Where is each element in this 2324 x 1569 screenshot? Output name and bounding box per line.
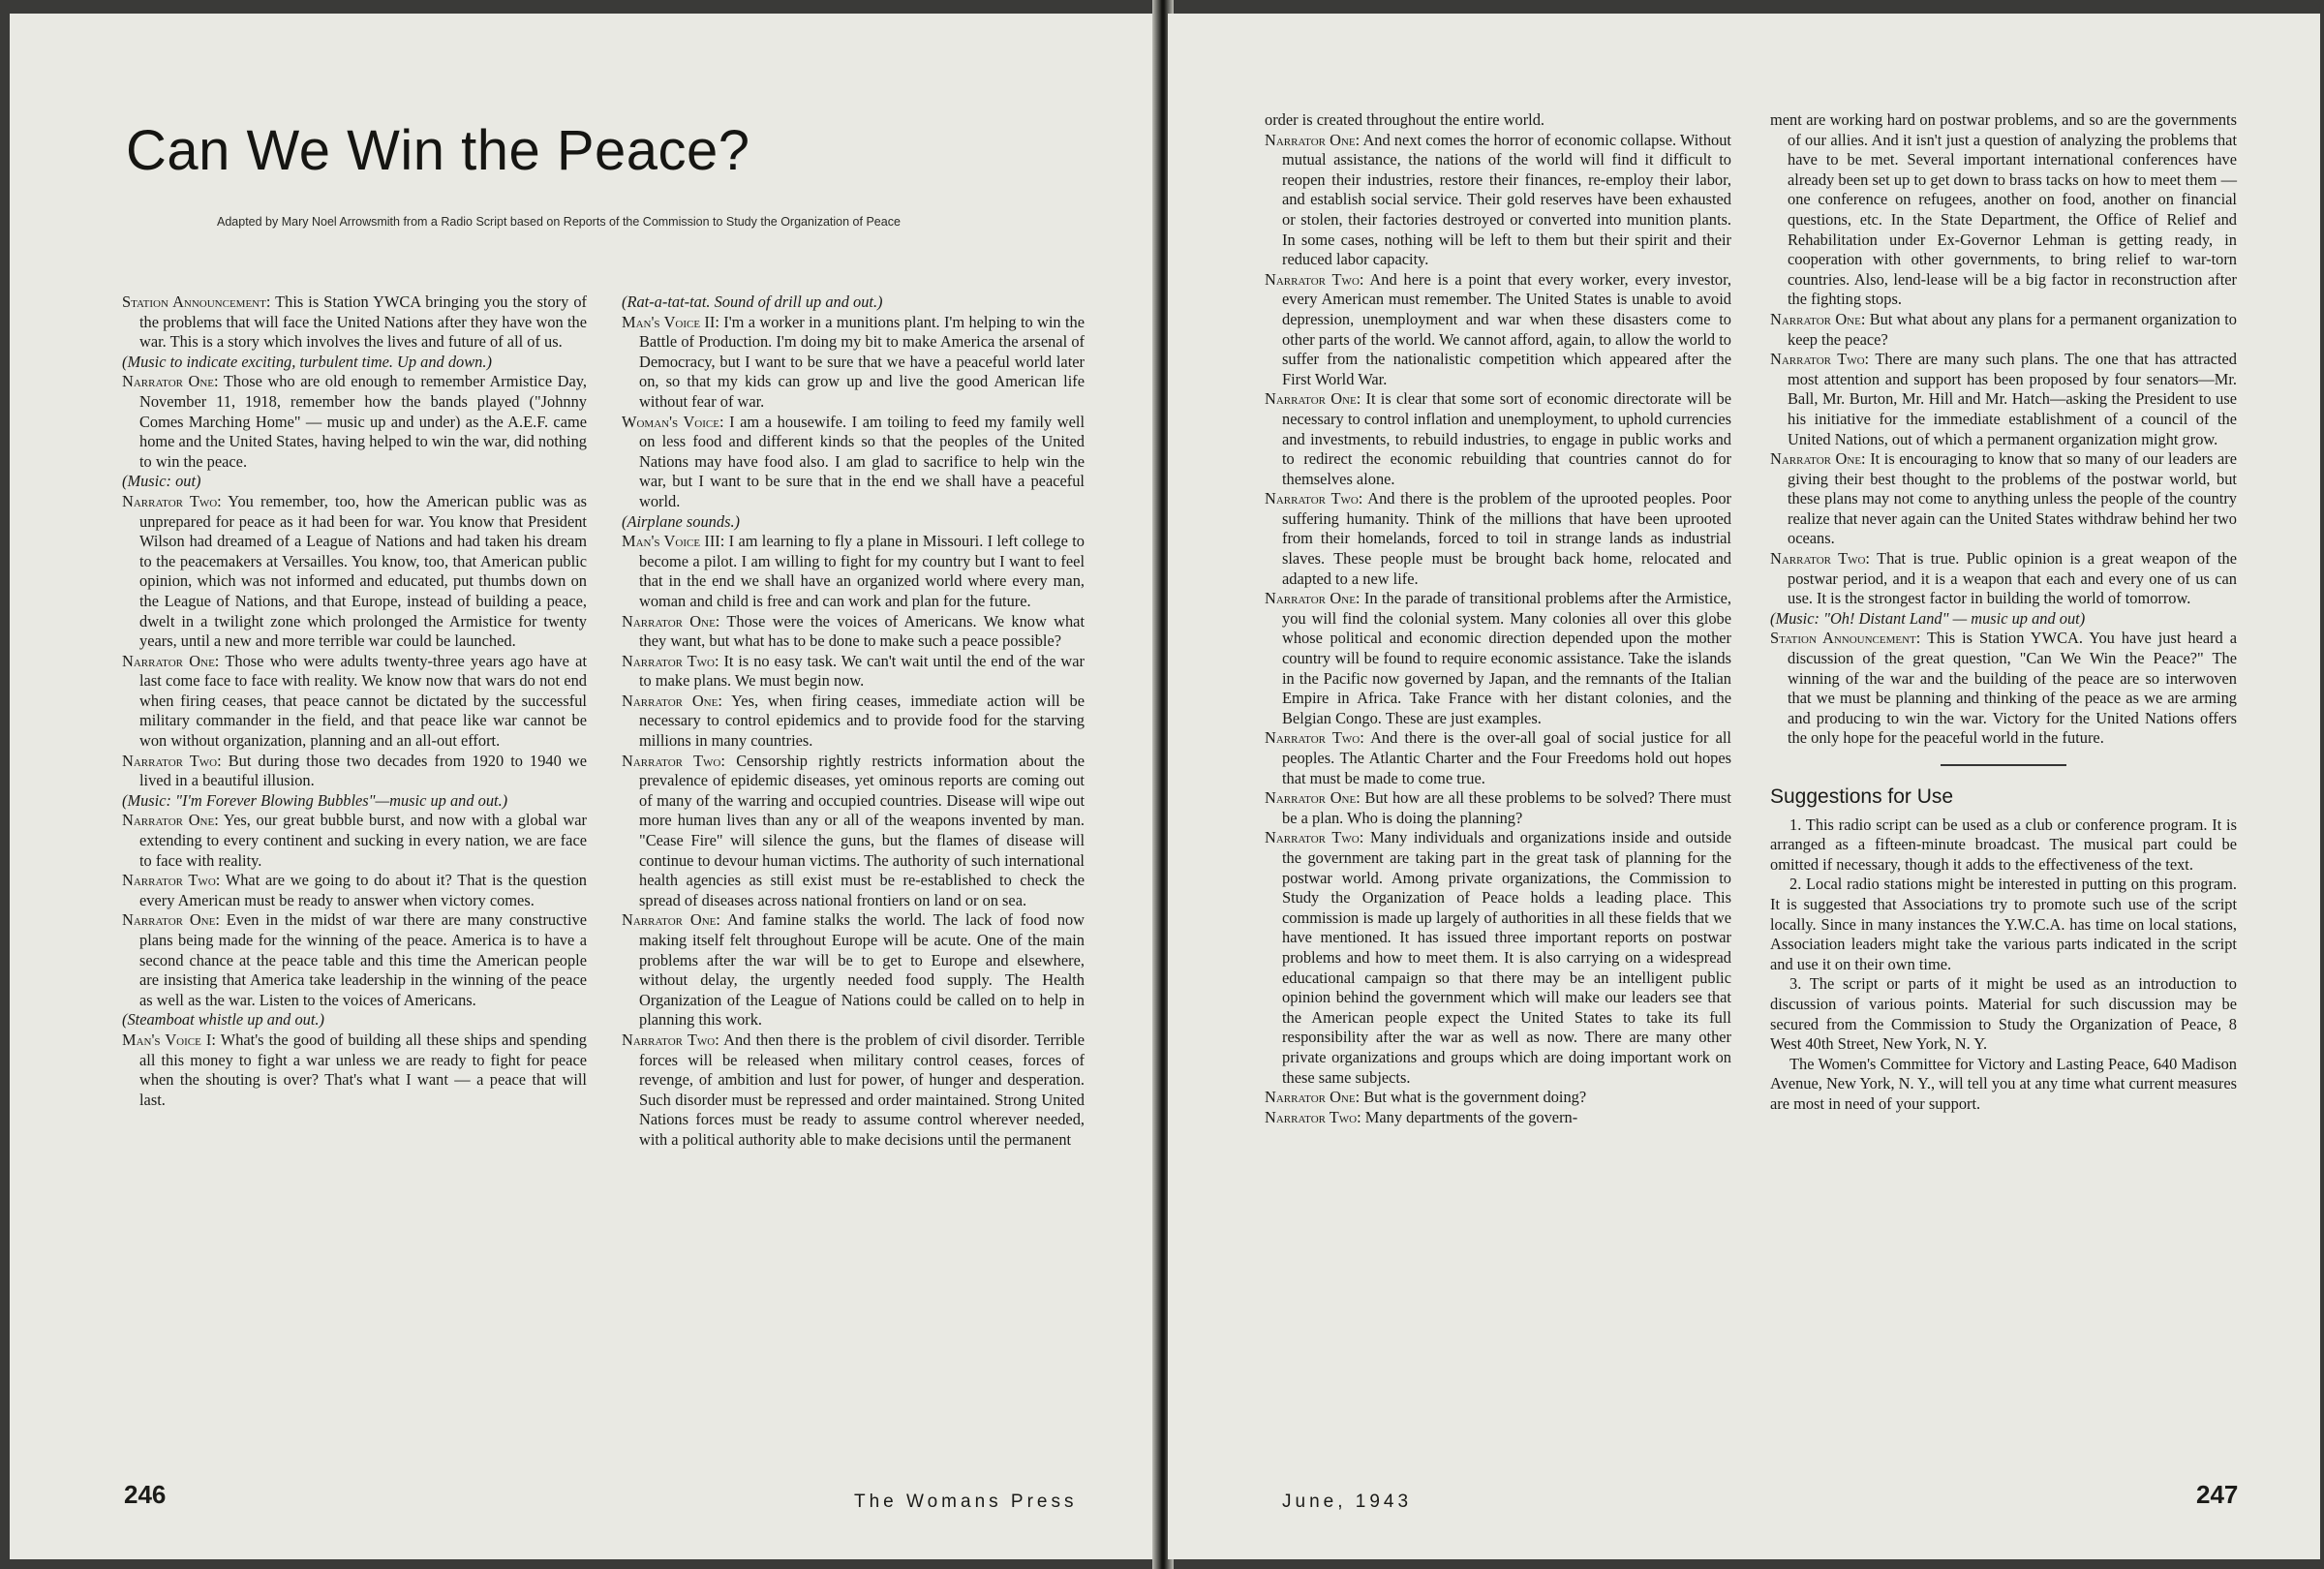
script-line xyxy=(622,692,1085,752)
stage-direction: (Steamboat whistle up and out.) xyxy=(122,1010,324,1030)
speaker-label: Narrator Two: xyxy=(622,751,725,770)
line-text: Those who are old enough to remember Armistice Day, November 11, 1918, remember how the bands played ("Johnny Comes Marching Home" — music up and under) as the A.E.F. came home and the United States, having helped to win the war, did nothing to win the peace. xyxy=(139,372,587,471)
speaker-label: Woman's Voice: xyxy=(622,412,724,431)
script-line xyxy=(122,871,587,910)
speaker-label: Narrator One: xyxy=(1265,389,1361,409)
speaker-label: Narrator Two: xyxy=(622,1030,719,1049)
speaker-label: Narrator One: xyxy=(622,691,722,710)
article-title: Can We Win the Peace? xyxy=(126,119,750,182)
line-text: In the parade of transitional problems after the Armistice, you will find the colonial system. Many colonies all over this globe whose political and economic direction depended upon the mother country will be found to require economic assistance. Take the islands in the Pacific now governed by Japan, and the remnants of the Italian Empire in Africa. Take France with her distant colonies, and the Belgian Congo. These are just examples. xyxy=(1282,589,1731,727)
line-text: And next comes the horror of economic collapse. Without mutual assistance, the nations of the world will find it difficult to reopen their industries, restore their finances, re-employ their labor, and establish social service. Their gold reserves have been exhausted or stolen, their factories destroyed or converted into munition plants. In some cases, nothing will be left to them but their spirit and their reduced labor capacity. xyxy=(1282,130,1731,269)
script-line xyxy=(622,612,1085,652)
footer-date: June, 1943 xyxy=(1282,1492,1413,1512)
line-text: Many individuals and organizations inside and outside the government are taking part in the great task of planning for the postwar world. Among private organizations, the Commission to Study the Organization of Peace holds a leading place. This commission is made up largely of authorities in all these fields that we have mentioned. It has issued three important reports on postwar problems and how to meet them. It is also carrying on a widespread educational campaign so that there may be an intelligent public opinion behind the government which will make our leaders see that the American people expect the United States to take its full responsibility after the war as well as now. There are many other private organizations and groups which are doing important work on these same subjects. xyxy=(1282,828,1731,1087)
line-text: I am learning to fly a plane in Missouri. I left college to become a pilot. I am willing to fight for my country but I want to feel that in the end we shall have an organized world where every man, woman and child is free and can work and plan for the future. xyxy=(639,532,1085,610)
stage-direction: (Music: "I'm Forever Blowing Bubbles"—music up and out.) xyxy=(122,790,508,810)
script-line xyxy=(1770,310,2237,350)
script-line xyxy=(1265,489,1731,589)
script-line xyxy=(122,652,587,752)
line-text: There are many such plans. The one that has attracted most attention and support has been proposed by four senators—Mr. Ball, Mr. Burton, Mr. Hill and Mr. Hatch—asking the President to use his initiative for the immediate establishment of a council of the United Nations, out of which a permanent organization might grow. xyxy=(1788,350,2237,448)
line-text: Those who were adults twenty-three years ago have at last come face to face with reality. We know now that wars do not end when firing ceases, that peace cannot be dictated by the successful military commander in the field, and that peace like war cannot be won without organization, planning and an all-out effort. xyxy=(139,651,587,751)
line-text: order is created throughout the entire world. xyxy=(1265,110,1545,129)
stage-direction: (Airplane sounds.) xyxy=(622,511,741,531)
section-divider xyxy=(1941,764,2066,766)
speaker-label: Station Announcement: xyxy=(122,292,271,311)
script-line xyxy=(1265,110,1731,131)
speaker-label: Narrator One: xyxy=(1265,788,1361,808)
left-column-1 xyxy=(122,292,587,1110)
suggestion-paragraph: 2. Local radio stations might be interested in putting on this program. It is suggested that Associations try to promote such use of the script locally. Since in many instances the Y.W.C.A. has time on local stations, Association leaders might take the various parts indicated in the script and use it on their own time. xyxy=(1770,875,2237,973)
speaker-label: Narrator One: xyxy=(122,372,219,391)
line-text: You remember, too, how the American public was as unprepared for peace as it had been for war. You know that President Wilson had dreamed of a League of Nations and had taken his dream to the peacemakers at Versailles. You know, too, that American public opinion, which was not informed and educated, put thumbs down on the League of Nations, and that Europe, instead of building a peace, dwelt in a twilight zone which prolonged the Armistice for twenty years, until a new and more terrible war could be launched. xyxy=(139,491,587,651)
speaker-label: Narrator One: xyxy=(122,910,220,930)
speaker-label: Man's Voice II: xyxy=(622,312,719,331)
suggestion-paragraph: 1. This radio script can be used as a club or conference program. It is arranged as a fifteen-minute broadcast. The musical part could be omitted if necessary, though it adds to the effectiveness of the text. xyxy=(1770,815,2237,874)
line-text: And there is the over-all goal of social justice for all peoples. The Atlantic Charter and the Four Freedoms hold out hopes that must be made to come true. xyxy=(1282,728,1731,787)
speaker-label: Narrator Two: xyxy=(1265,1107,1361,1126)
script-line xyxy=(622,652,1085,692)
page-number-right: 247 xyxy=(2196,1480,2239,1509)
speaker-label: Narrator Two: xyxy=(122,491,222,510)
speaker-label: Narrator Two: xyxy=(1265,828,1364,847)
script-line xyxy=(122,1031,587,1110)
line-text: And then there is the problem of civil disorder. Terrible forces will be released when military control ceases, forces of revenge, of ambition and lust for power, of hunger and desperation. Such disorder must be repressed and order maintained. Strong United Nations forces must be ready to assume control wherever needed, with a political authority able to make decisions until the permanent xyxy=(639,1030,1085,1149)
line-text: Yes, our great bubble burst, and now with a global war extending to every continent and sucking in every nation, we are face to face with reality. xyxy=(139,811,587,870)
footer-publisher: The Womans Press xyxy=(854,1492,1078,1512)
left-column-2 xyxy=(622,292,1085,1151)
line-text: It is no easy task. We can't wait until the end of the war to make plans. We must begin now. xyxy=(639,651,1085,691)
script-line xyxy=(1770,449,2237,549)
script-line xyxy=(1770,110,2237,310)
script-line xyxy=(1265,788,1731,828)
speaker-label: Narrator Two: xyxy=(1770,350,1870,369)
right-page xyxy=(1168,14,2320,1559)
script-line xyxy=(1770,549,2237,609)
speaker-label: Narrator Two: xyxy=(122,751,222,770)
script-line xyxy=(622,413,1085,512)
script-line xyxy=(122,752,587,791)
line-text: It is encouraging to know that so many of our leaders are giving their best thought to the problems of the postwar world, but these plans may not come to anything unless the people of the country realize that never again can the United States withdraw behind her two oceans. xyxy=(1788,449,2238,548)
script-line xyxy=(1265,728,1731,788)
speaker-label: Narrator One: xyxy=(622,611,720,631)
script-line xyxy=(1265,270,1731,390)
script-line xyxy=(622,1031,1085,1151)
line-text: And there is the problem of the uprooted peoples. Poor suffering humanity. Think of the millions that have been uprooted from their homelands, forced to toil in strange lands as industrial slaves. These people must be brought back home, relocated and adapted to a new life. xyxy=(1282,489,1731,588)
script-line xyxy=(1265,389,1731,489)
script-line xyxy=(1265,589,1731,728)
suggestions-heading: Suggestions for Use xyxy=(1770,785,1954,808)
line-text: But what is the government doing? xyxy=(1363,1088,1587,1107)
speaker-label: Man's Voice I: xyxy=(122,1030,216,1049)
right-column-2 xyxy=(1770,110,2237,1115)
line-text: I am a housewife. I am toiling to feed my family well on less food and different kinds so that the peoples of the United Nations may have food also. I am glad to sacrifice to help win the war, but I want to be sure that in the end we shall have a peaceful world. xyxy=(639,412,1085,510)
speaker-label: Narrator One: xyxy=(122,811,219,830)
article-byline: Adapted by Mary Noel Arrowsmith from a Radio Script based on Reports of the Commission to Study the Organization of Peace xyxy=(217,215,901,229)
speaker-label: Narrator One: xyxy=(1265,589,1361,608)
line-text: Even in the midst of war there are many constructive plans being made for the winning of the peace. America is to have a second chance at the peace table and this time the American people are insisting that America take leadership in the winning of the peace as well as the war. Listen to the voices of Americans. xyxy=(139,910,587,1009)
script-line xyxy=(1265,1088,1731,1108)
speaker-label: Narrator One: xyxy=(1770,449,1866,469)
script-line xyxy=(122,910,587,1010)
script-line xyxy=(622,532,1085,611)
script-line xyxy=(122,811,587,871)
line-text: Those were the voices of Americans. We know what they want, but what has to be done to make such a peace possible? xyxy=(639,611,1085,651)
speaker-label: Narrator One: xyxy=(1265,1088,1361,1107)
script-line xyxy=(122,292,587,353)
line-text: What's the good of building all these ships and spending all this money to fight a war unless we are ready to fight for peace when the shouting is over? That's what I want — a peace that will last. xyxy=(139,1030,587,1109)
speaker-label: Narrator Two: xyxy=(622,651,719,670)
script-line xyxy=(122,492,587,652)
line-text: That is true. Public opinion is a great weapon of the postwar period, and it is a weapon that each and every one of us can use. It is the strongest factor in building the world of tomorrow. xyxy=(1788,549,2237,608)
line-text: I'm a worker in a munitions plant. I'm helping to win the Battle of Production. I'm doing my bit to make America the arsenal of Democracy, but I want to be sure that we have a peaceful world later on, so that my kids can grow up and live the good American life without fear of war. xyxy=(639,312,1085,411)
line-text: But how are all these problems to be solved? There must be a plan. Who is doing the planning? xyxy=(1282,788,1731,827)
line-text: And here is a point that every worker, every investor, every American must remember. The United States is unable to avoid depression, unemployment and war when these disasters come to other parts of the world. We cannot afford, again, to allow the world to suffer from the nationalistic competition which appeared after the First World War. xyxy=(1282,269,1731,388)
line-text: But during those two decades from 1920 to 1940 we lived in a beautiful illusion. xyxy=(139,751,587,790)
speaker-label: Narrator One: xyxy=(622,910,720,930)
line-text: But what about any plans for a permanent organization to keep the peace? xyxy=(1788,309,2237,349)
right-column-1 xyxy=(1265,110,1731,1127)
script-line xyxy=(1265,131,1731,270)
script-line xyxy=(122,372,587,472)
speaker-label: Narrator Two: xyxy=(1265,489,1363,508)
line-text: Many departments of the govern- xyxy=(1364,1107,1578,1126)
line-text: Censorship rightly restricts information about the prevalence of epidemic diseases, yet ominous reports are coming out of many of the warring and occupied countries. Disease will wipe out more human lives than any or all of the weapons invented by man. "Cease Fire" will silence the guns, but the flames of disease will continue to devour human victims. The authority of such international health agencies as still exist must be re-established to check the spread of diseases across national frontiers on land or on sea. xyxy=(639,751,1085,909)
page-number-left: 246 xyxy=(124,1480,167,1509)
script-line xyxy=(1770,629,2237,749)
speaker-label: Narrator One: xyxy=(1770,309,1866,328)
speaker-label: Narrator Two: xyxy=(122,871,221,890)
stage-direction: (Music: out) xyxy=(122,472,201,491)
speaker-label: Narrator Two: xyxy=(1770,549,1870,569)
suggestion-paragraph: 3. The script or parts of it might be used as an introduction to discussion of various points. Material for such discussion may be secured from the Commission to Study the Organization of Peace, 8 West 40th Street, New York, N. Y. xyxy=(1770,974,2237,1054)
line-text: ment are working hard on postwar problems, and so are the governments of our allies. And it isn't just a question of analyzing the problems that have to be met. Several important international conferences have already been set up to get down to brass tacks on how to meet them — one conference on refugees, another on food, another on financial questions, etc. In the State Department, the Office of Relief and Rehabilitation under Ex-Governor Lehman is getting ready, in cooperation with other governments, to bring relief to war-torn countries. Also, lend-lease will be a big factor in reconstruction after the fighting stops. xyxy=(1770,110,2237,309)
line-text: Yes, when firing ceases, immediate action will be necessary to control epidemics and to provide food for the starving millions in many countries. xyxy=(639,691,1085,751)
left-page xyxy=(10,14,1156,1559)
line-text: This is Station YWCA. You have just heard a discussion of the great question, "Can We Win the Peace?" The winning of the war and the building of the peace are so interwoven that we must be planning and thinking of the peace as we are arming and producing to win the war. Victory for the United Nations offers the only hope for the peaceful world in the future. xyxy=(1788,629,2237,748)
speaker-label: Narrator One: xyxy=(1265,130,1361,149)
speaker-label: Narrator Two: xyxy=(1265,728,1364,748)
speaker-label: Station Announcement: xyxy=(1770,629,1921,648)
script-line xyxy=(622,313,1085,413)
stage-direction: (Music: "Oh! Distant Land" — music up and out) xyxy=(1770,608,2086,628)
script-line xyxy=(622,910,1085,1031)
script-line xyxy=(622,752,1085,911)
script-line xyxy=(1770,350,2237,449)
right-column-2-script xyxy=(1770,110,2237,749)
suggestion-paragraph: The Women's Committee for Victory and Lasting Peace, 640 Madison Avenue, New York, N. Y., will tell you at any time what current measures are most in need of your support. xyxy=(1770,1054,2237,1113)
script-line xyxy=(1265,828,1731,1088)
speaker-label: Narrator Two: xyxy=(1265,269,1364,289)
script-line xyxy=(1265,1108,1731,1128)
stage-direction: (Music to indicate exciting, turbulent time. Up and down.) xyxy=(122,352,492,371)
speaker-label: Narrator One: xyxy=(122,651,220,670)
line-text: What are we going to do about it? That is the question every American must be ready to answer when victory comes. xyxy=(139,871,587,909)
line-text: This is Station YWCA bringing you the story of the problems that will face the United Nations after they have won the war. This is a story which involves the lives and future of all of us. xyxy=(139,292,587,352)
line-text: It is clear that some sort of economic directorate will be necessary to control inflation and unemployment, to uphold currencies and investments, to rebuild industries, to engage in public works and to redirect the economic rebuilding that countries cannot do for themselves alone. xyxy=(1282,389,1731,488)
speaker-label: Man's Voice III: xyxy=(622,532,725,551)
stage-direction: (Rat-a-tat-tat. Sound of drill up and out.) xyxy=(622,292,883,311)
line-text: And famine stalks the world. The lack of food now making itself felt throughout Europe will be acute. One of the main problems after the war will be to get to Europe and elsewhere, without delay, the urgently needed food supply. The Health Organization of the League of Nations could be called on to help in planning this work. xyxy=(639,910,1085,1030)
